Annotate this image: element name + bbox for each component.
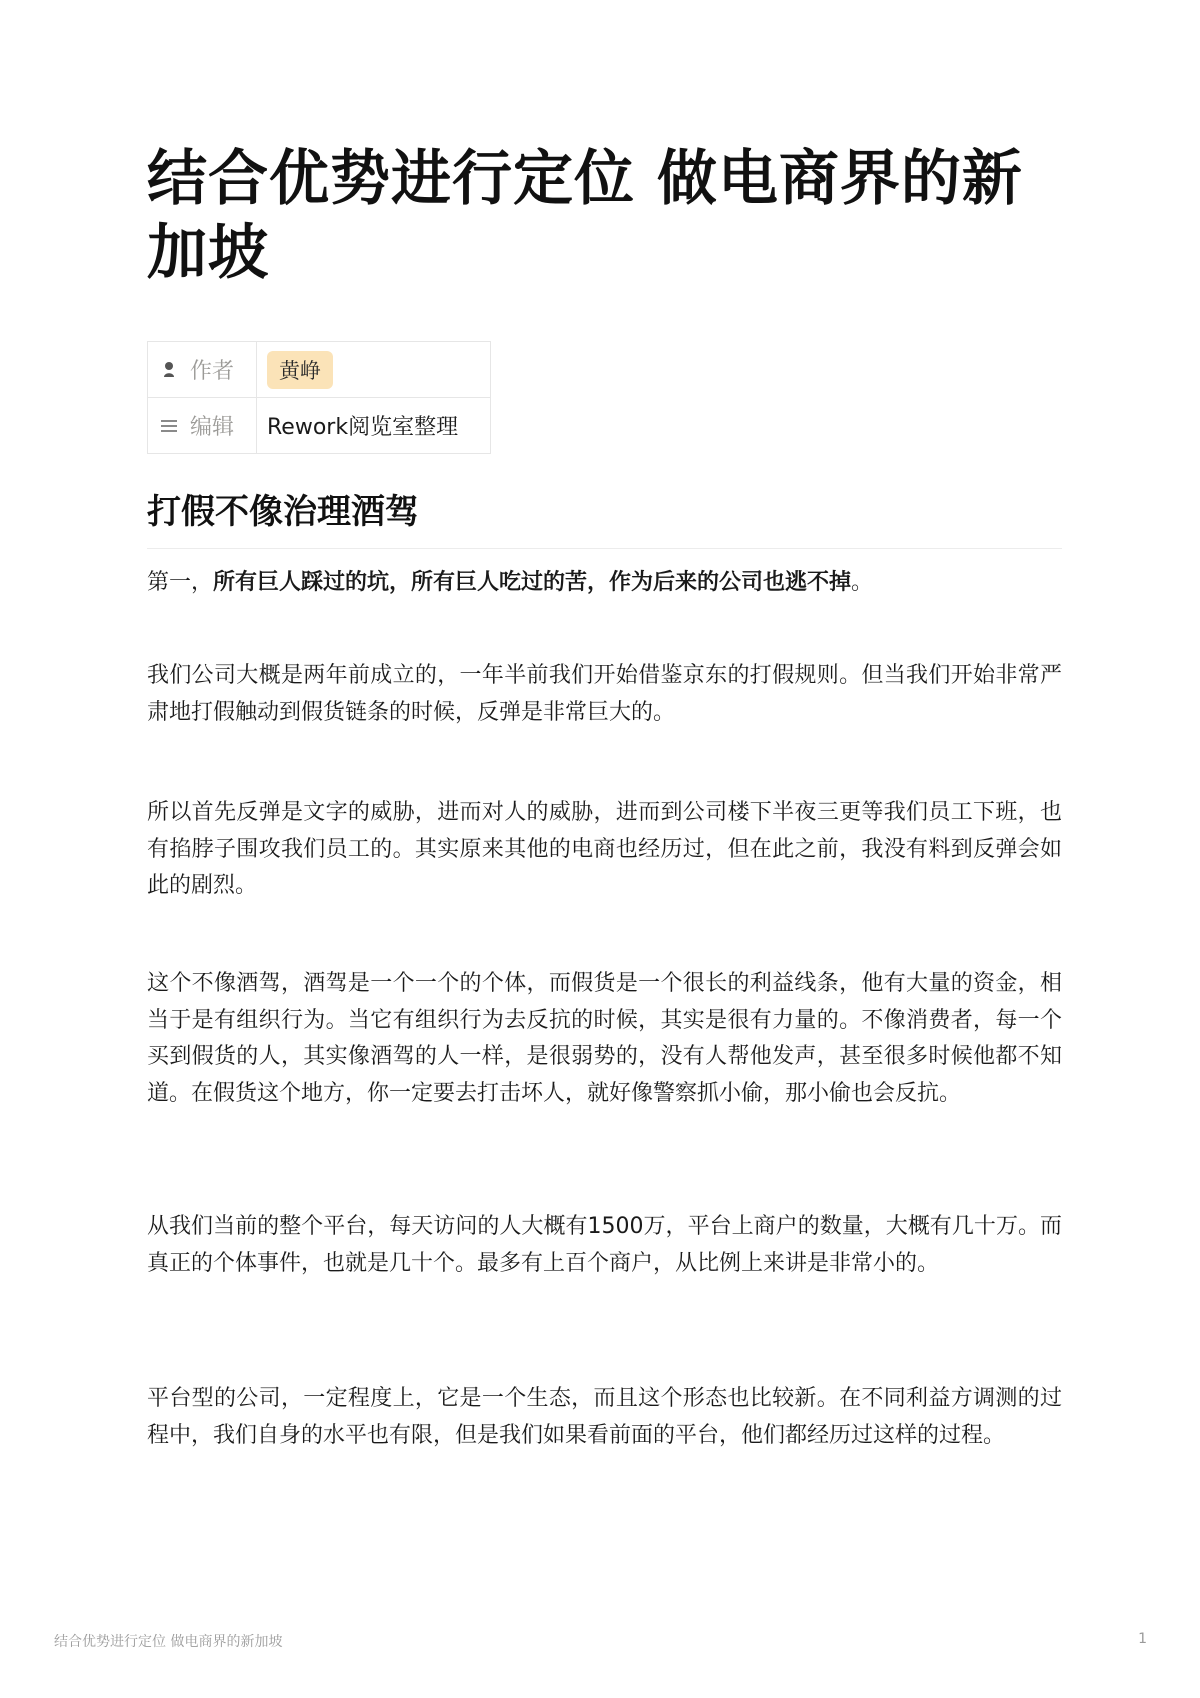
page-number: 1 [1138, 1631, 1147, 1647]
paragraph: 平台型的公司，一定程度上，它是一个生态，而且这个形态也比较新。在不同利益方调测的过程中，我们自身的水平也有限，但是我们如果看前面的平台，他们都经历过这样的过程。 [147, 1386, 1062, 1448]
editor-value: Rework阅览室整理 [267, 415, 459, 440]
page-title: 结合优势进行定位 做电商界的新加坡 [147, 144, 1023, 288]
text-lines-icon [158, 418, 180, 439]
property-name-cell [148, 398, 257, 454]
section-heading: 打假不像治理酒驾 [147, 492, 419, 532]
properties-table [147, 341, 491, 454]
property-name-cell [148, 342, 257, 398]
property-name: 作者 [190, 359, 235, 384]
paragraph: 从我们当前的整个平台，每天访问的人大概有1500万，平台上商户的数量，大概有几十万。而真正的个体事件，也就是几十个。最多有上百个商户，从比例上来讲是非常小的。 [147, 1214, 1062, 1276]
footer-title: 结合优势进行定位 做电商界的新加坡 [54, 1634, 283, 1650]
heading-divider [147, 548, 1062, 549]
paragraph: 这个不像酒驾，酒驾是一个一个的个体，而假货是一个很长的利益线条，他有大量的资金，相当于是有组织行为。当它有组织行为去反抗的时候，其实是很有力量的。不像消费者，每一个买到假货的人，其实像酒驾的人一样，是很弱势的，没有人帮他发声，甚至很多时候他都不知道。在假货这个地方，你一定要去打击坏人，就好像警察抓小偷，那小偷也会反抗。 [147, 971, 1062, 1106]
property-value-cell[interactable] [257, 398, 491, 454]
property-value-cell[interactable] [257, 342, 491, 398]
property-row-editor [148, 398, 491, 454]
intro-suffix: 。 [851, 570, 874, 595]
person-icon [158, 360, 180, 383]
paragraph: 所以首先反弹是文字的威胁，进而对人的威胁，进而到公司楼下半夜三更等我们员工下班，也有掐脖子围攻我们员工的。其实原来其他的电商也经历过，但在此之前，我没有料到反弹会如此的剧烈。 [147, 800, 1062, 898]
author-tag[interactable]: 黄峥 [267, 351, 333, 389]
property-row-author [148, 342, 491, 398]
property-name: 编辑 [190, 415, 235, 440]
paragraph: 我们公司大概是两年前成立的，一年半前我们开始借鉴京东的打假规则。但当我们开始非常严肃地打假触动到假货链条的时候，反弹是非常巨大的。 [147, 663, 1062, 725]
intro-paragraph [147, 565, 1062, 602]
intro-prefix: 第一， [147, 570, 214, 595]
intro-bold-text: 所有巨人踩过的坑，所有巨人吃过的苦，作为后来的公司也逃不掉 [213, 570, 852, 595]
